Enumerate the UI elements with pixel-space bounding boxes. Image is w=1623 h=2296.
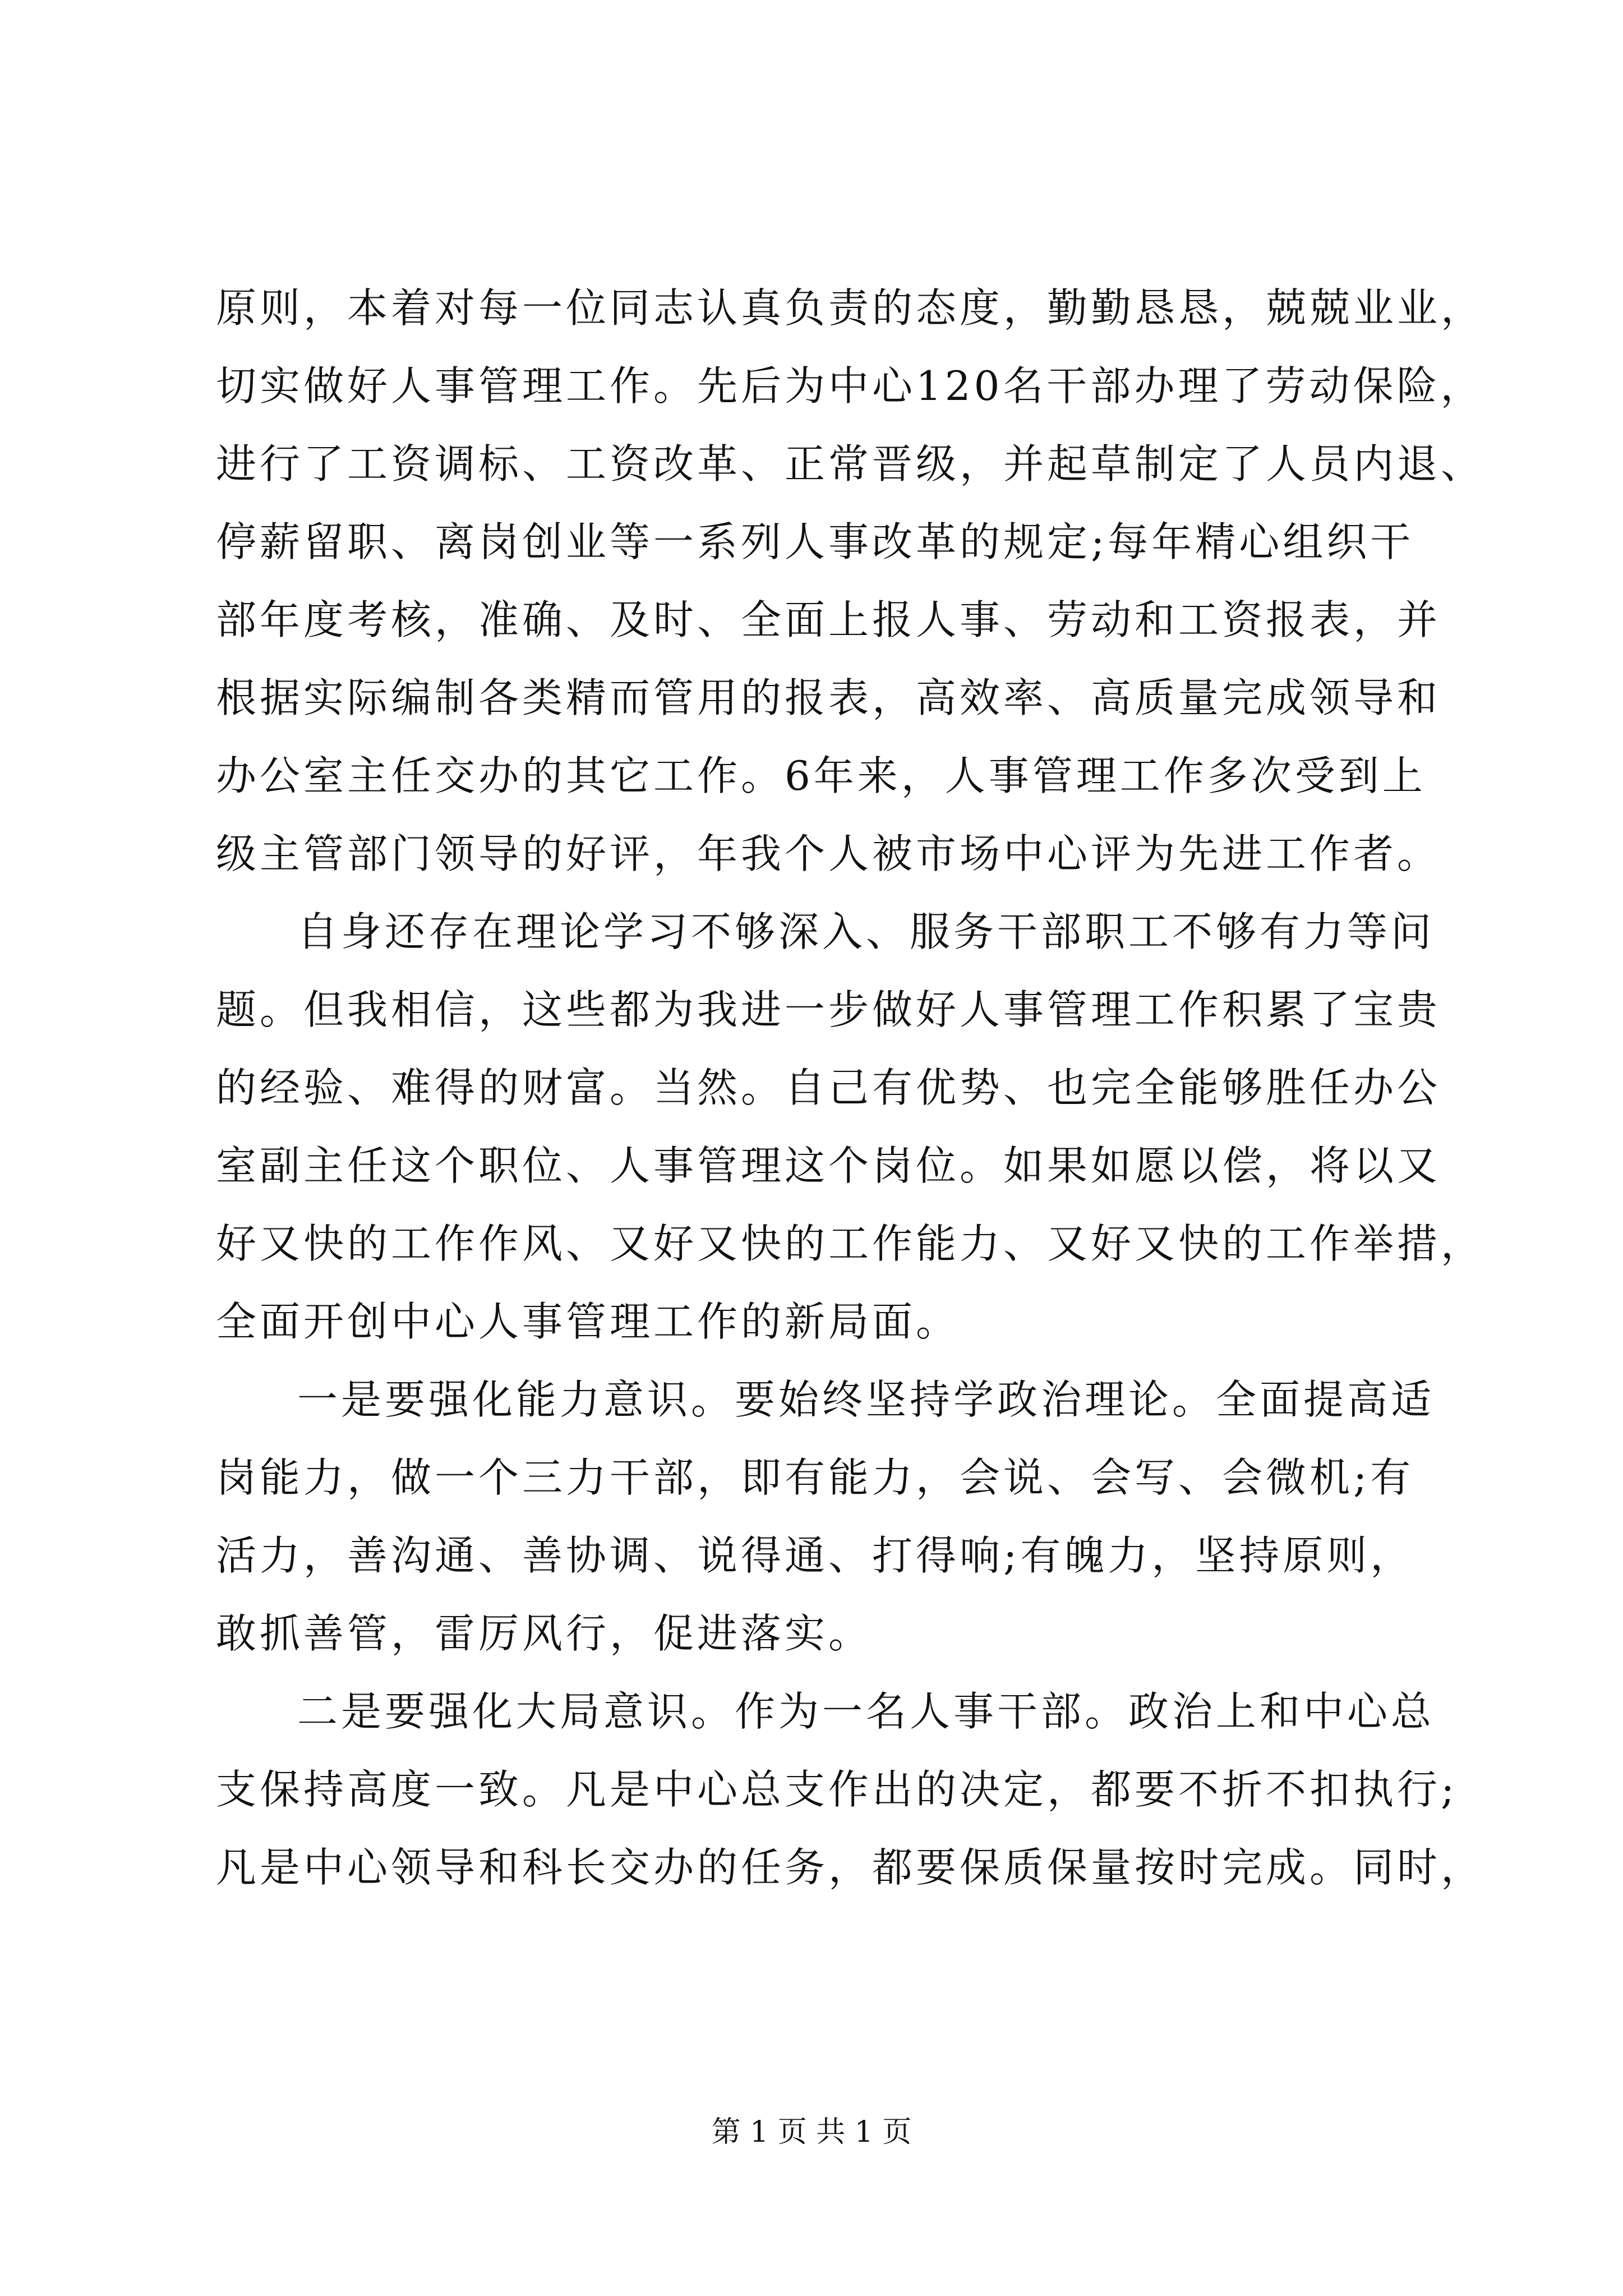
- text-line: 全面开创中心人事管理工作的新局面。: [216, 1298, 960, 1345]
- text-line: 级主管部门领导的好评，年我个人被市场中心评为先进工作者。: [216, 830, 1441, 877]
- paragraph-start-line: 自身还存在理论学习不够深入、服务干部职工不够有力等问: [297, 908, 1435, 955]
- paragraph-start-line: 二是要强化大局意识。作为一名人事干部。政治上和中心总: [297, 1688, 1435, 1735]
- text-line: 凡是中心领导和科长交办的任务，都要保质保量按时完成。同时，: [216, 1844, 1485, 1891]
- text-line: 活力，善沟通、善协调、说得通、打得响;有魄力，坚持原则，: [216, 1532, 1414, 1579]
- text-line: 的经验、难得的财富。当然。自己有优势、也完全能够胜任办公: [216, 1064, 1441, 1111]
- text-line: 敢抓善管，雷厉风行，促进落实。: [216, 1610, 873, 1657]
- page-number-footer: 第 1 页 共 1 页: [711, 2115, 912, 2149]
- text-line: 岗能力，做一个三力干部，即有能力，会说、会写、会微机;有: [216, 1454, 1414, 1501]
- document-body: [216, 269, 1483, 1907]
- text-line: 支保持高度一致。凡是中心总支作出的决定，都要不折不扣执行;: [216, 1766, 1458, 1813]
- text-line: 根据实际编制各类精而管用的报表，高效率、高质量完成领导和: [216, 674, 1441, 721]
- text-line: 切实做好人事管理工作。先后为中心120名干部办理了劳动保险，: [216, 362, 1484, 409]
- text-line: 原则，本着对每一位同志认真负责的态度，勤勤恳恳，兢兢业业，: [216, 284, 1485, 332]
- text-line: 部年度考核，准确、及时、全面上报人事、劳动和工资报表，并: [216, 596, 1441, 643]
- text-line: 停薪留职、离岗创业等一系列人事改革的规定;每年精心组织干: [216, 518, 1414, 565]
- text-line: 进行了工资调标、工资改革、正常晋级，并起草制定了人员内退、: [216, 440, 1485, 487]
- text-line: 室副主任这个职位、人事管理这个岗位。如果如愿以偿，将以又: [216, 1142, 1441, 1189]
- text-line: 题。但我相信，这些都为我进一步做好人事管理工作积累了宝贵: [216, 986, 1441, 1033]
- paragraph-start-line: 一是要强化能力意识。要始终坚持学政治理论。全面提高适: [297, 1376, 1435, 1423]
- text-line: 办公室主任交办的其它工作。6年来，人事管理工作多次受到上: [216, 752, 1426, 799]
- text-line: 好又快的工作作风、又好又快的工作能力、又好又快的工作举措，: [216, 1220, 1485, 1267]
